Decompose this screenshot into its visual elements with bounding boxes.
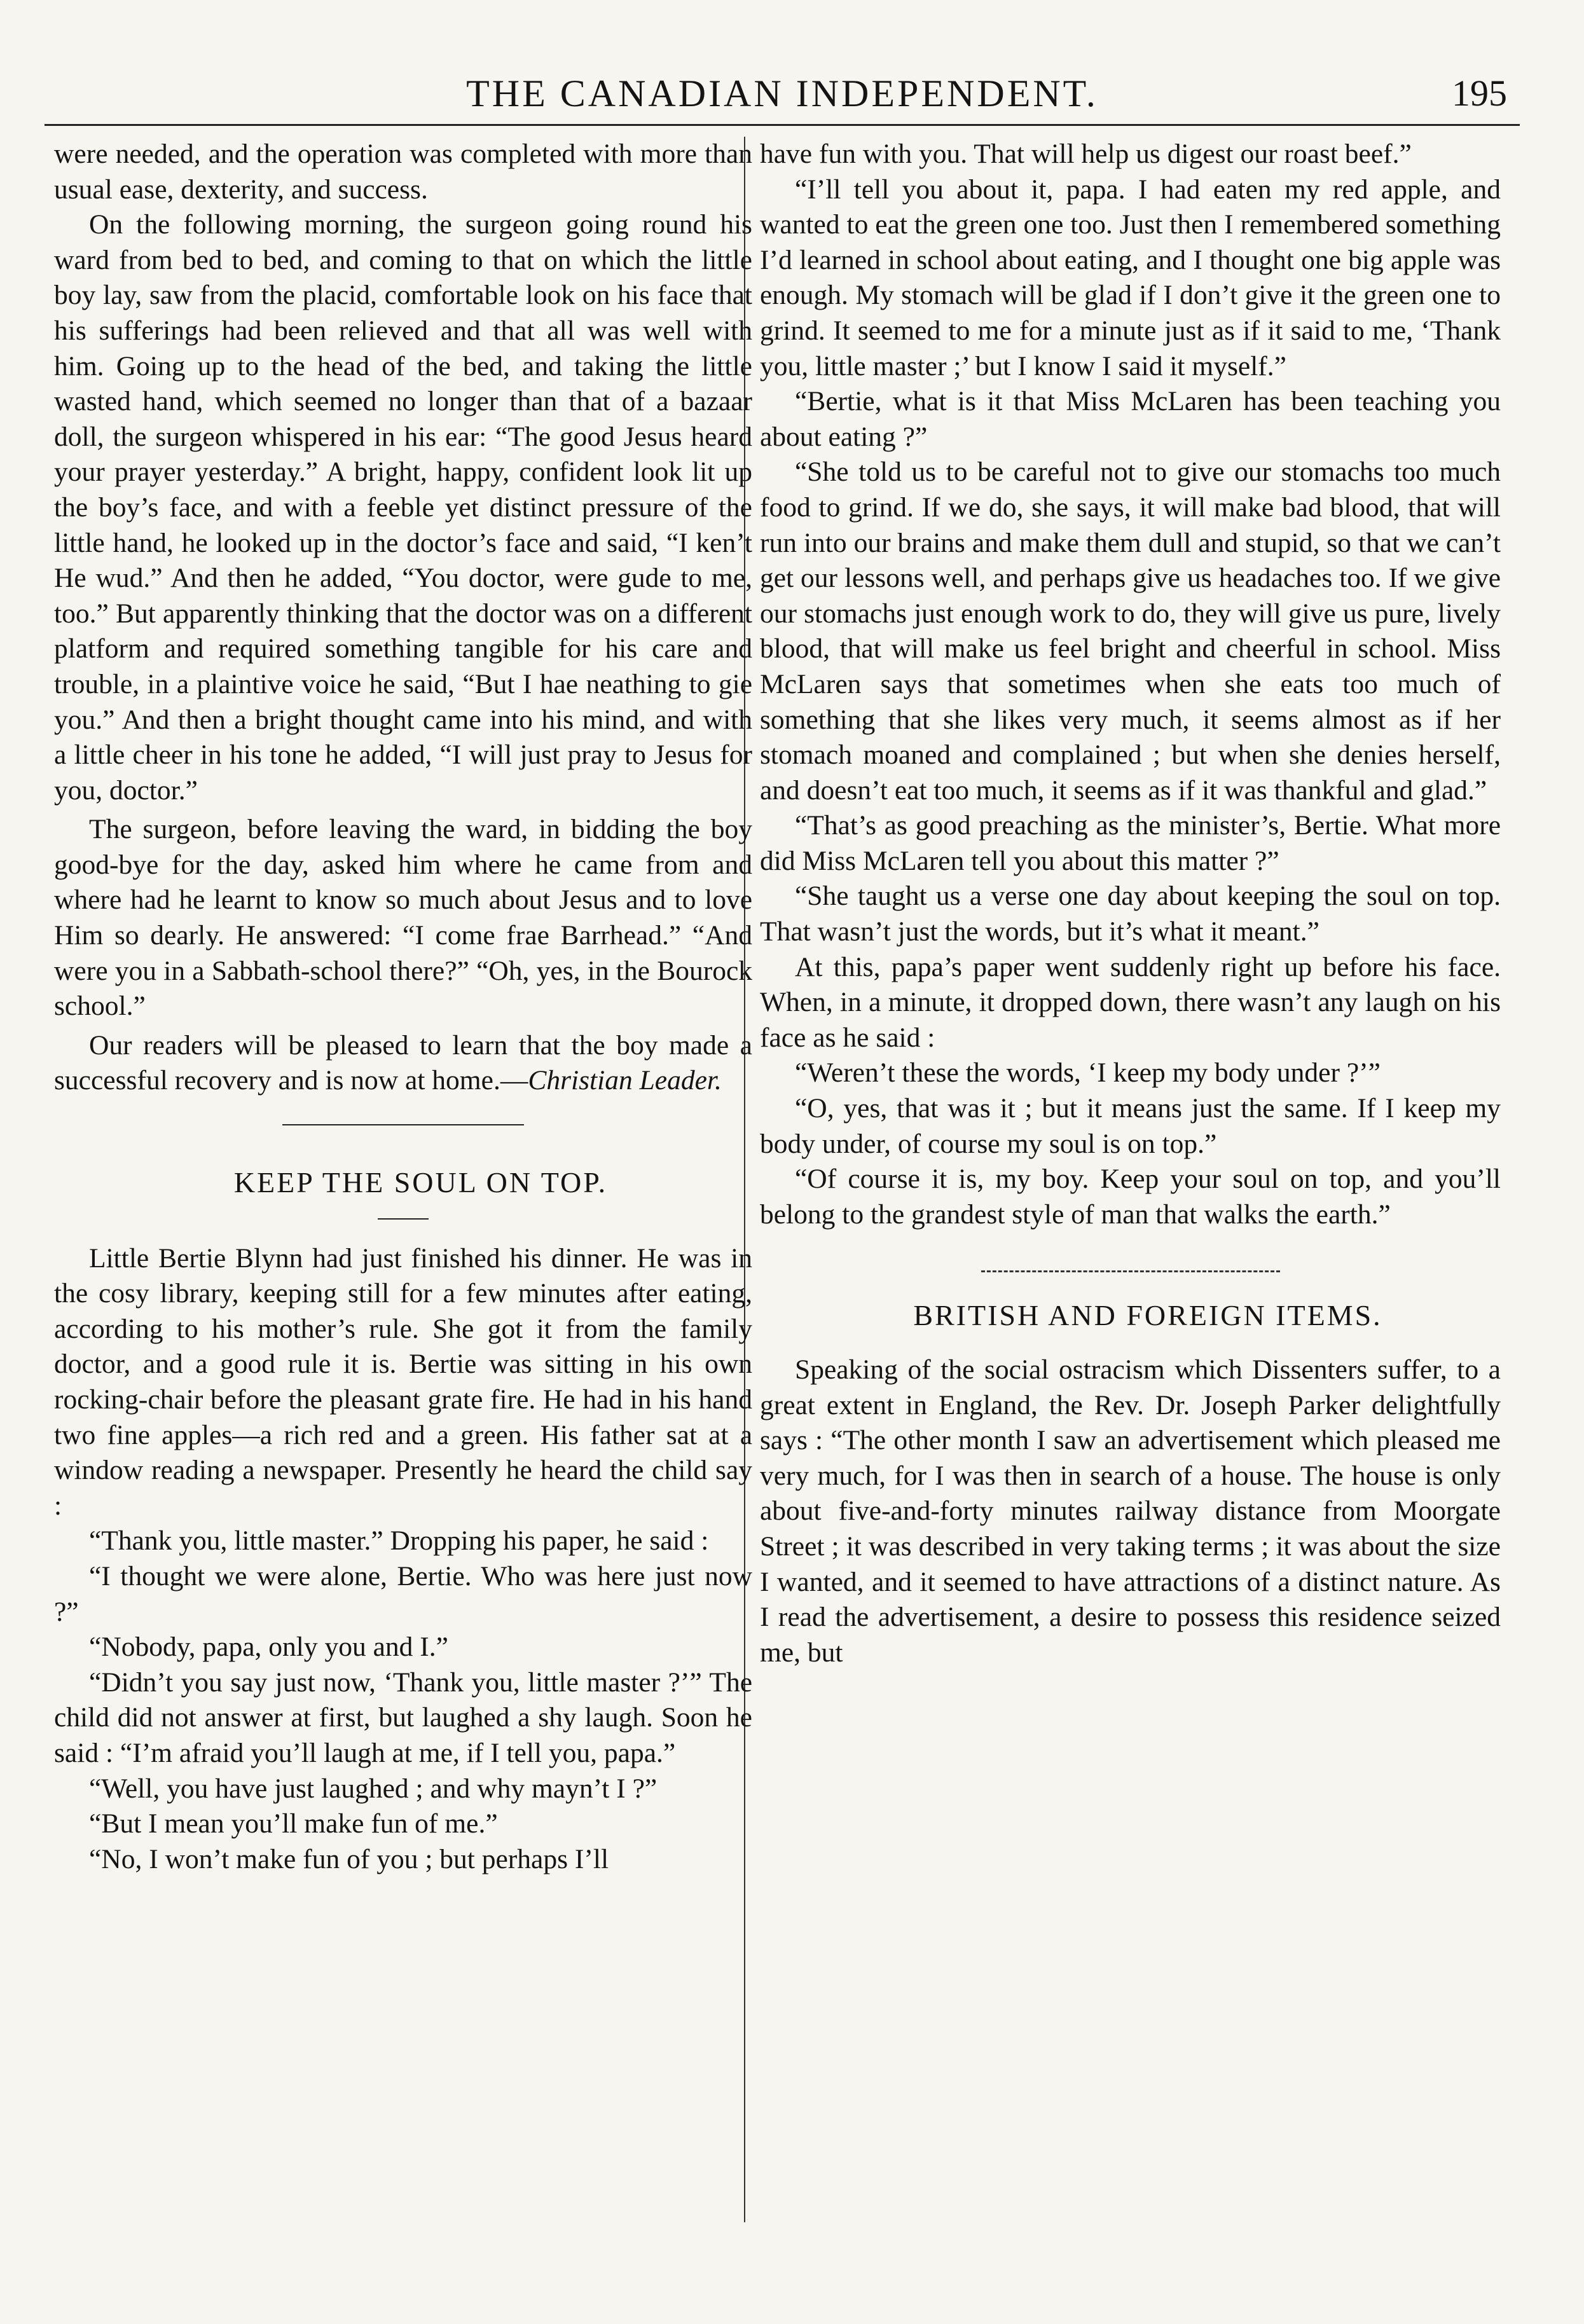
paragraph: “That’s as good preaching as the minister’s, Bertie. What more did Miss McLaren tell you about this matter ?” bbox=[760, 810, 1501, 876]
paragraph: “Well, you have just laughed ; and why mayn’t I ?” bbox=[89, 1773, 658, 1804]
paragraph bbox=[54, 1028, 752, 1099]
paragraph: Speaking of the social ostracism which Dissenters suffer, to a great extent in England, the Rev. Dr. Joseph Parker delightfully says : “The other month I saw an advertisement which pleased me very much, for I was then in search of a house. The house is only about five-and-forty minutes railway distance from Moorgate Street ; it was described in very taking terms ; it was about the size I wanted, and it seemed to have attractions of a distinct nature. As I read the advertisement, a desire to possess this residence seized me, but bbox=[760, 1354, 1501, 1668]
page-header bbox=[45, 67, 1520, 126]
source-credit: Christian Leader. bbox=[528, 1065, 722, 1096]
paragraph: The surgeon, before leaving the ward, in bidding the boy good-bye for the day, asked him where he came from and where had he learnt to know so much about Jesus and to love Him so dearly. He answered: “I come frae Barrhead.” “And were you in a Sabbath-school there?” “Oh, yes, in the Bourock school.” bbox=[54, 814, 752, 1022]
paragraph: “Of course it is, my boy. Keep your soul on top, and you’ll belong to the grandest style of man that walks the earth.” bbox=[760, 1164, 1501, 1230]
paragraph: At this, papa’s paper went suddenly right up before his face. When, in a minute, it dropped down, there wasn’t any laugh on his face as he said : bbox=[760, 951, 1501, 1053]
section-title: KEEP THE SOUL ON TOP. bbox=[233, 1166, 608, 1199]
paragraph: “She told us to be careful not to give our stomachs too much food to grind. If we do, she says, it will make bad blood, that will run into our brains and make them dull and stupid, so that we can’t get our lessons well, and perhaps give us headaches too. If we give our stomachs just enough work to do, they will give us pure, lively blood, that will make us feel bright and cheerful in school. Miss McLaren says that sometimes when she eats too much of something that she likes very much, it seems almost as if her stomach moaned and complained ; but when she denies herself, and doesn’t eat too much, it seems as if it was thankful and glad.” bbox=[760, 457, 1501, 806]
paragraph: “I’ll tell you about it, papa. I had eaten my red apple, and wanted to eat the green one too. Just then I remembered something I’d learned in school about eating, and I thought one big apple was enough. My stomach will be glad if I don’t give it the green one to grind. It seemed to me for a minute just as if it said to me, ‘Thank you, little master ;’ but I know I said it myself.” bbox=[760, 174, 1501, 382]
page-number: 195 bbox=[1452, 72, 1507, 114]
paragraph: “Weren’t these the words, ‘I keep my body under ?’” bbox=[795, 1057, 1381, 1089]
paragraph-text: Our readers will be pleased to learn that the boy made a successful recovery and is now at home.— bbox=[54, 1029, 752, 1096]
paragraph: were needed, and the operation was completed with more than usual ease, dexterity, and success. bbox=[54, 139, 752, 205]
paragraph: “She taught us a verse one day about keeping the soul on top. That wasn’t just the words, but it’s what it meant.” bbox=[760, 881, 1501, 947]
paragraph: Little Bertie Blynn had just finished his dinner. He was in the cosy library, keeping still for a few minutes after eating, according to his mother’s rule. She got it from the family doctor, and a good rule it is. Bertie was sitting in his own rocking-chair before the pleasant grate fire. He had in his hand two fine apples—a rich red and a green. His father sat at a window reading a newspaper. Presently he heard the child say : bbox=[54, 1242, 752, 1521]
paragraph: “Nobody, papa, only you and I.” bbox=[89, 1632, 448, 1663]
paragraph: “But I mean you’ll make fun of me.” bbox=[89, 1808, 498, 1839]
paragraph: “I thought we were alone, Bertie. Who was here just now ?” bbox=[54, 1560, 752, 1627]
paragraph: On the following morning, the surgeon going round his ward from bed to bed, and coming to that on which the little boy lay, saw from the placid, comfortable look on his face that his sufferings had been relieved and that all was well with him. Going up to the head of the bed, and taking the little wasted hand, which seemed no longer than that of a bazaar doll, the surgeon whispered in his ear: “The good Jesus heard your prayer yesterday.” A bright, happy, confident look lit up the boy’s face, and with a feeble yet distinct pressure of the little hand, he looked up in the doctor’s face and said, “I ken’t He wud.” And then he added, “You doctor, were gude to me, too.” But apparently thinking that the doctor was on a different platform and required something tangible for his care and trouble, in a plaintive voice he said, “But I hae neathing to gie you.” And then a bright thought came into his mind, and with a little cheer in his tone he added, “I will just pray to Jesus for you, doctor.” bbox=[54, 209, 752, 806]
paragraph: “No, I won’t make fun of you ; but perhaps I’ll bbox=[89, 1843, 609, 1874]
paragraph: “Thank you, little master.” Dropping his paper, he said : bbox=[89, 1525, 709, 1557]
left-column bbox=[54, 137, 752, 1877]
paragraph: have fun with you. That will help us digest our roast beef.” bbox=[760, 139, 1412, 169]
journal-title: THE CANADIAN INDEPENDENT. bbox=[466, 72, 1098, 114]
section-title: BRITISH AND FOREIGN ITEMS. bbox=[913, 1299, 1382, 1332]
paragraph: “Didn’t you say just now, ‘Thank you, little master ?’” The child did not answer at first, but laughed a shy laugh. Soon he said : “I’m afraid you’ll laugh at me, if I tell you, papa.” bbox=[54, 1667, 752, 1768]
paragraph: “O, yes, that was it ; but it means just the same. If I keep my body under, of course my soul is on top.” bbox=[760, 1093, 1501, 1159]
right-column bbox=[760, 137, 1501, 1670]
paragraph: “Bertie, what is it that Miss McLaren has been teaching you about eating ?” bbox=[760, 386, 1501, 452]
